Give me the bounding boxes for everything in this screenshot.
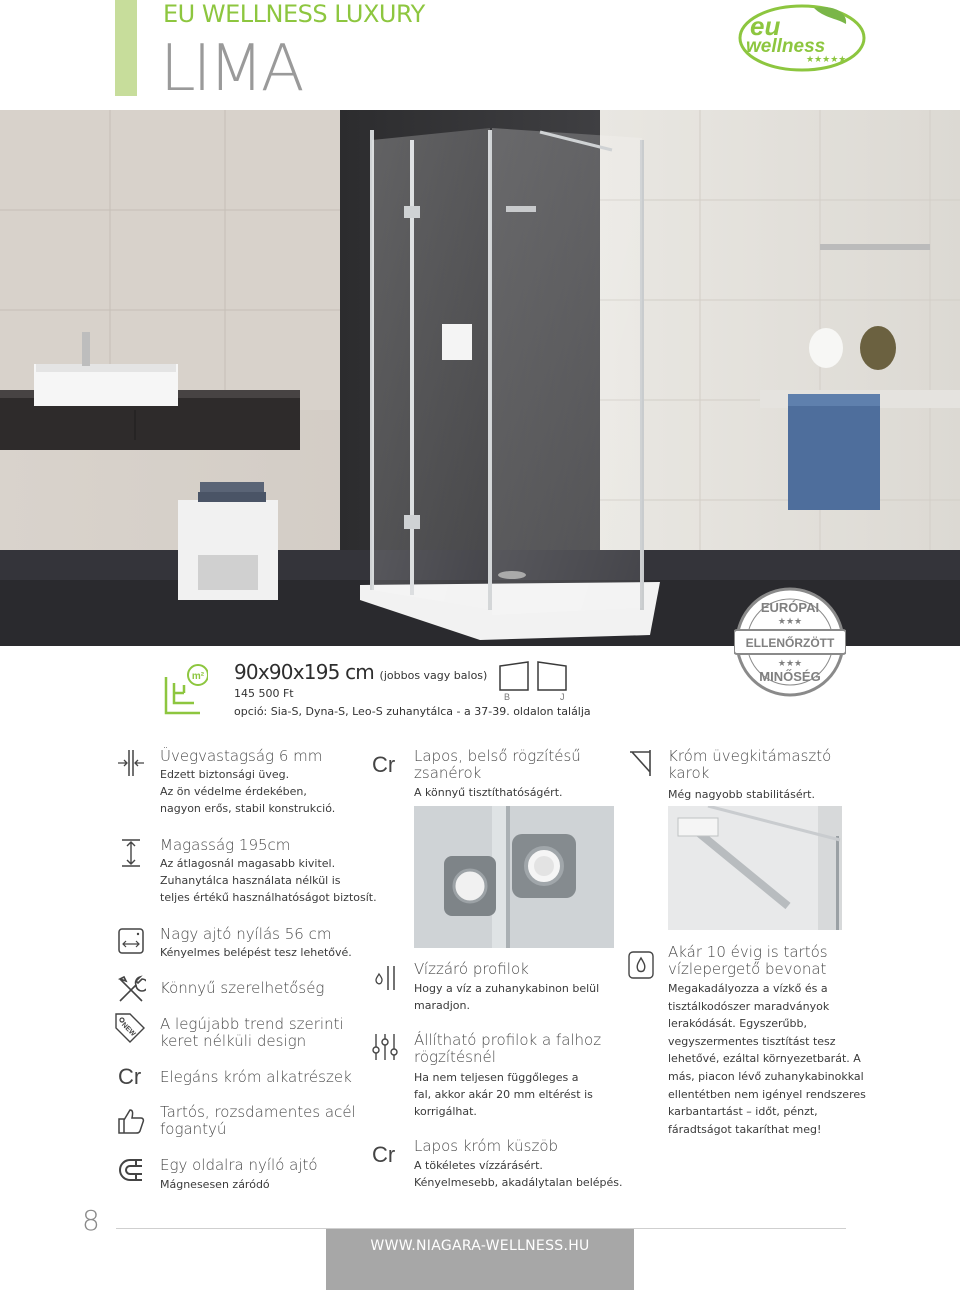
website-link[interactable]: WWW.NIAGARA-WELLNESS.HU [370,1238,590,1254]
easy-install-title: Könnyű szerelhetőség [160,979,325,997]
coating-title [668,944,828,978]
height-title: Magasság 195cm [160,836,291,854]
seal-middle-text: ELLENŐRZÖTT [745,636,835,650]
threshold-title: Lapos króm küszöb [414,1137,559,1155]
thumbs-up-icon [116,1106,146,1136]
brackets-desc: Még nagyobb stabilitásért. [668,788,815,801]
handle-title [160,1104,356,1138]
height-desc-line: teljes értékű használhatóságot biztosít. [160,891,377,904]
coating-desc-line: karbantartást – időt, pénzt, [668,1105,818,1119]
coating-desc-line: Megakadályozza a vízkő és a [668,982,828,995]
coating-desc-line: ellentétben nem igényel rendszeres [668,1087,866,1101]
glass-desc-line: Az ön védelme érdekében, [160,785,307,798]
brackets-title-line: karok [668,764,710,782]
waterproof-title: Vízzáró profilok [414,960,529,978]
height-desc [160,855,377,906]
hinges-title-line: Lapos, belső rögzítésű [414,747,581,765]
coating-desc-line: lehetővé, ezáltal környezetbarát. A [668,1052,861,1066]
logo-text-wellness: wellness [746,36,826,57]
adjustable-desc-line: Ha nem teljesen függőleges a [414,1071,579,1084]
seal-bottom-text: MINŐSÉG [759,669,821,684]
threshold-cr-icon: Cr [372,1142,396,1167]
adjustable-title [414,1032,601,1066]
glass-desc-line: Edzett biztonsági üveg. [160,768,290,781]
glass-desc-line: nagyon erős, stabil konstrukció. [160,802,336,815]
handle-title-line: Tartós, rozsdamentes acél [160,1103,356,1121]
coating-desc-line: lerakódását. Egyszerűbb, [668,1017,807,1031]
seal-stars-bottom: ★★★ [777,659,803,669]
coating-desc [668,980,866,1138]
glass-thickness-title: Üvegvastagság 6 mm [160,747,323,765]
adjustable-desc-line: fal, akkor akár 20 mm eltérést is [414,1088,593,1101]
brackets-title-line: Króm üvegkitámasztó [668,747,832,765]
door-opening-desc: Kényelmes belépést tesz lehetővé. [160,946,352,959]
spec-price: 145 500 Ft [234,687,294,700]
adjustable-desc-line: korrigálhat. [414,1105,477,1118]
water-drop-profile-icon [370,962,400,992]
waterproof-desc-line: maradjon. [414,999,470,1012]
logo-text-eu: eu [750,11,781,41]
waterproof-desc-line: Hogy a víz a zuhanykabinon belül [414,982,600,995]
tools-icon [116,975,146,1005]
coating-desc-line: fáradtságot takaríthat meg! [668,1122,822,1136]
height-icon [116,838,146,868]
coating-title-line: Akár 10 évig is tartós [668,943,828,961]
hinge-closeup-image [414,806,614,948]
coating-desc-line: vegyszermentes tisztítást tesz [668,1034,836,1048]
adjustable-sliders-icon [370,1032,400,1062]
threshold-desc-line: A tökéletes vízzárásért. [414,1159,543,1172]
adjustable-title-line: rögzítésnél [414,1048,496,1066]
page-number: 8 [82,1204,100,1237]
brackets-title [668,748,831,782]
coating-desc-line: más, piacon lévő zuhanykabinokkal [668,1069,864,1083]
water-drop-icon [626,950,656,980]
orientation-icons [498,660,570,702]
one-side-door-title: Egy oldalra nyíló ajtó [160,1156,318,1174]
trend-title-line: A legújabb trend szerinti [160,1015,344,1033]
bracket-icon [628,748,658,778]
floor-area-icon [160,663,208,715]
chrome-parts-title: Elegáns króm alkatrészek [160,1068,352,1086]
door-opening-title: Nagy ajtó nyílás 56 cm [160,925,332,943]
header-accent-bar [115,0,137,96]
orient-left-label: B [504,692,511,702]
product-title: LIMA [160,32,302,106]
adjustable-desc [414,1069,593,1120]
threshold-desc-line: Kényelmesebb, akadálytalan belépés. [414,1176,623,1189]
trend-title [160,1016,344,1050]
dimensions-value: 90x90x195 cm [234,660,374,684]
waterproof-desc [414,980,599,1014]
adjustable-title-line: Állítható profilok a falhoz [414,1031,602,1049]
quality-seal [734,586,846,698]
orient-right-label: J [560,692,565,702]
hinges-cr-icon: Cr [372,752,396,777]
trend-title-line: keret nélküli design [160,1032,307,1050]
dimensions-note: (jobbos vagy balos) [379,669,488,682]
new-badge-icon [112,1010,146,1044]
height-desc-line: Zuhanytálca használata nélkül is [160,874,341,887]
coating-title-line: vízlepergető bevonat [668,960,827,978]
spec-options: opció: Sia-S, Dyna-S, Leo-S zuhanytálca - a 37-39. oldalon találja [234,705,591,718]
threshold-desc [414,1157,623,1191]
brand-line: EU WELLNESS LUXURY [163,0,425,28]
logo-stars: ★★★★★ [806,55,847,65]
glass-thickness-desc [160,766,335,817]
seal-stars-top: ★★★ [777,617,803,627]
hinges-desc: A könnyű tisztíthatóságért. [414,786,563,799]
door-opening-icon [116,926,146,956]
bracket-closeup-image [668,806,842,930]
one-side-door-desc: Mágnesesen záródó [160,1178,270,1191]
spec-dimensions [234,660,487,684]
chrome-parts-icon: Cr [118,1064,142,1089]
new-badge-text: NEW [119,1021,137,1039]
handle-title-line: fogantyú [160,1120,227,1138]
glass-thickness-icon [116,748,146,778]
seal-top-text: EURÓPAI [760,600,820,615]
hinges-title [414,748,581,782]
hinges-title-line: zsanérok [414,764,482,782]
area-icon-label: m² [191,671,205,682]
eu-wellness-logo [736,2,866,72]
magnet-icon [116,1155,146,1185]
coating-desc-line: tisztálkodószer maradványok [668,999,830,1013]
height-desc-line: Az átlagosnál magasabb kivitel. [160,857,336,870]
product-photo [0,110,960,646]
